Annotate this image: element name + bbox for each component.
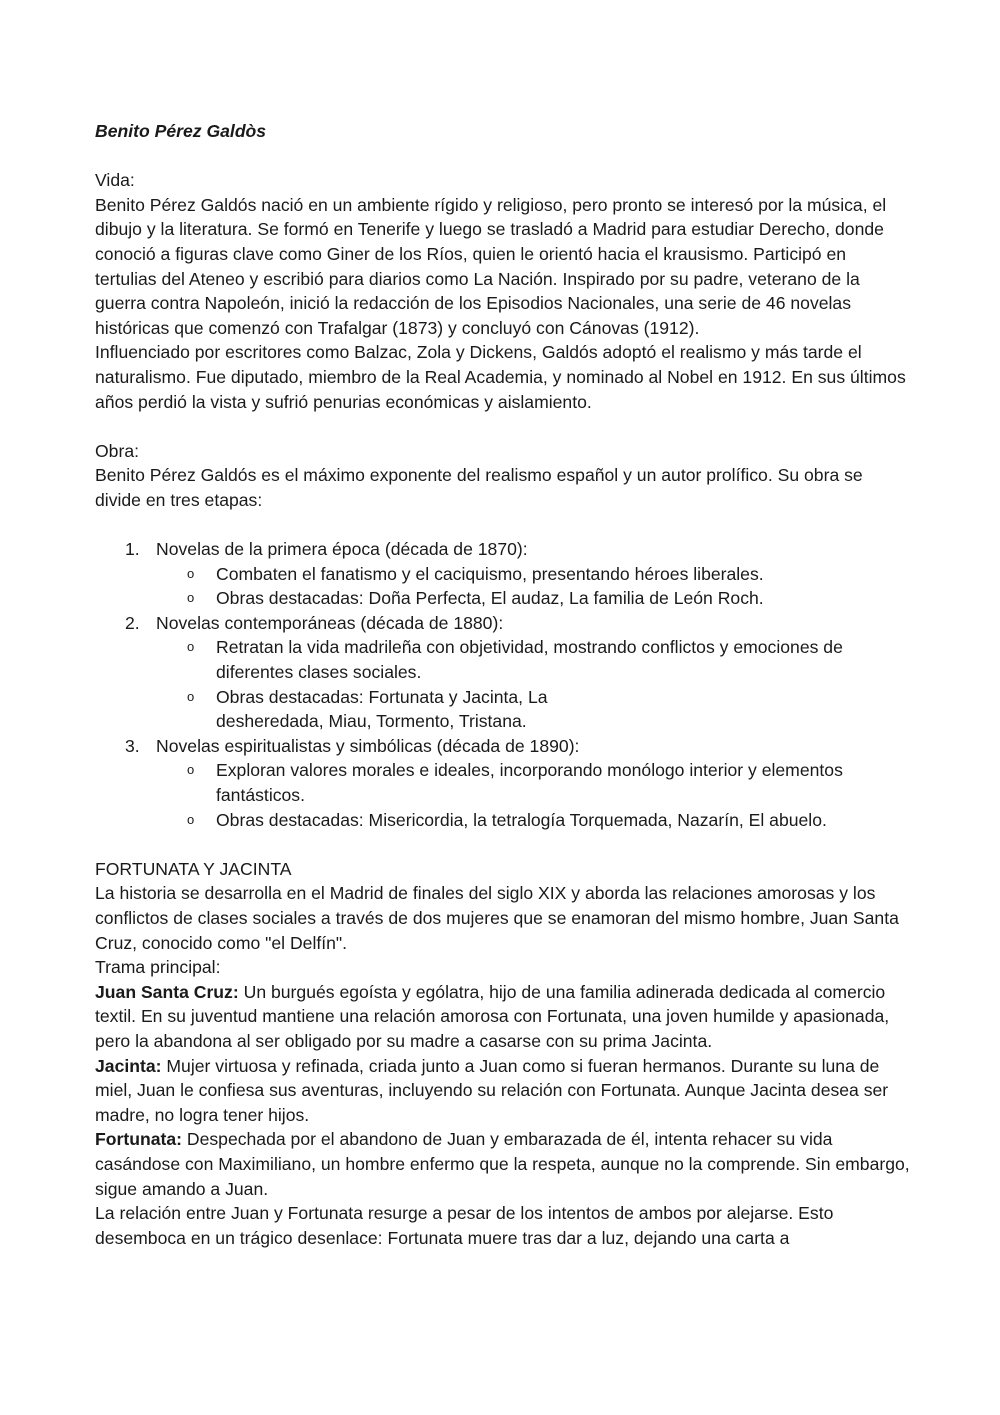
stage-bullets (156, 758, 910, 832)
juan-text: Un burgués egoísta y ególatra, hijo de una familia adinerada dedicada al comercio textil. En su juventud mantiene una relación amorosa con Fortunata, una joven humilde y apasionada, pero la abandona al ser obligado por su madre a casarse con su prima Jacinta. (95, 981, 890, 1051)
circle-bullet-icon: o (187, 688, 195, 704)
spacer (95, 513, 910, 538)
jacinta-text: Mujer virtuosa y refinada, criada junto a Juan como si fueran hermanos. Durante su luna de miel, Juan le confiesa sus aventuras, incluyendo su relación con Fortunata. Aunque Jacinta desea ser madre, no logra tener hijos. (95, 1055, 889, 1125)
bullet-text: Obras destacadas: Fortunata y Jacinta, La desheredada, Miau, Tormento, Tristana. (216, 686, 548, 732)
spacer (95, 832, 910, 857)
stage-number: 3. (125, 735, 140, 756)
bullet-item (95, 808, 910, 833)
juan-paragraph (95, 980, 910, 1054)
trama-heading: Trama principal: (95, 957, 221, 978)
circle-bullet-icon: o (187, 639, 195, 655)
stage-item (95, 537, 910, 611)
stages-list (95, 537, 910, 832)
jacinta-paragraph (95, 1054, 910, 1128)
jacinta-label: Jacinta: (95, 1055, 162, 1076)
stage-item (95, 611, 910, 734)
stage-label: Novelas contemporáneas (década de 1880): (156, 612, 504, 633)
bullet-text: Combaten el fanatismo y el caciquismo, presentando héroes liberales. (216, 563, 764, 584)
spacer (95, 414, 910, 439)
fortunata-paragraph (95, 1127, 910, 1201)
bullet-item (95, 562, 910, 587)
document-title: Benito Pérez Galdòs (95, 121, 267, 141)
stage-number: 2. (125, 612, 140, 633)
fortunata-text: Despechada por el abandono de Juan y embarazada de él, intenta rehacer su vida casándose con Maximiliano, un hombre enfermo que la respeta, aunque no la comprende. Sin embargo, sigue amando a Juan. (95, 1129, 910, 1199)
fyj-heading: FORTUNATA Y JACINTA (95, 858, 292, 879)
obra-intro: Benito Pérez Galdós es el máximo exponente del realismo español y un autor prolífico. Su obra se divide en tres etapas: (95, 465, 863, 510)
bullet-item (95, 758, 910, 807)
stage-label: Novelas espiritualistas y simbólicas (década de 1890): (156, 735, 580, 756)
stage-item (95, 734, 910, 832)
bullet-text: Obras destacadas: Doña Perfecta, El audaz, La familia de León Roch. (216, 588, 764, 609)
vida-paragraph-1: Benito Pérez Galdós nació en un ambiente rígido y religioso, pero pronto se interesó por la música, el dibujo y la literatura. Se formó en Tenerife y luego se trasladó a Madrid para estudiar Derecho, donde conoció a figuras clave como Giner de los Ríos, quien le orientó hacia el krausismo. Participó en tertulias del Ateneo y escribió para diarios como La Nación. Inspirado por su padre, veterano de la guerra contra Napoleón, inició la redacción de los Episodios Nacionales, una serie de 46 novelas históricas que comenzó con Trafalgar (1873) y concluyó con Cánovas (1912). (95, 194, 887, 338)
circle-bullet-icon: o (187, 590, 195, 606)
fortunata-label: Fortunata: (95, 1129, 182, 1150)
bullet-text: Obras destacadas: Misericordia, la tetralogía Torquemada, Nazarín, El abuelo. (216, 809, 827, 830)
stage-number: 1. (125, 539, 140, 560)
vida-paragraph-2: Influenciado por escritores como Balzac, Zola y Dickens, Galdós adoptó el realismo y más tarde el naturalismo. Fue diputado, miembro de la Real Academia, y nominado al Nobel en 1912. En sus últimos años perdió la vista y sufrió penurias económicas y aislamiento. (95, 342, 906, 412)
circle-bullet-icon: o (187, 762, 195, 778)
bullet-text: Exploran valores morales e ideales, incorporando monólogo interior y elementos fantásticos. (216, 760, 843, 806)
circle-bullet-icon: o (187, 811, 195, 827)
juan-label: Juan Santa Cruz: (95, 981, 239, 1002)
vida-heading: Vida: (95, 170, 135, 191)
final-paragraph: La relación entre Juan y Fortunata resurge a pesar de los intentos de ambos por alejarse. Esto desemboca en un trágico desenlace: Fortunata muere tras dar a luz, dejando una carta a (95, 1203, 834, 1248)
spacer (95, 144, 910, 169)
stage-bullets (156, 635, 910, 733)
stage-label: Novelas de la primera época (década de 1870): (156, 539, 528, 560)
fyj-intro: La historia se desarrolla en el Madrid de finales del siglo XIX y aborda las relaciones amorosas y los conflictos de clases sociales a través de dos mujeres que se enamoran del mismo hombre, Juan Santa Cruz, conocido como "el Delfín". (95, 883, 899, 953)
stage-bullets (156, 562, 910, 611)
bullet-item (95, 685, 910, 734)
obra-heading: Obra: (95, 440, 140, 461)
bullet-text: Retratan la vida madrileña con objetividad, mostrando conflictos y emociones de diferentes clases sociales. (216, 637, 843, 683)
circle-bullet-icon: o (187, 565, 195, 581)
bullet-item (95, 635, 910, 684)
bullet-item (95, 586, 910, 611)
